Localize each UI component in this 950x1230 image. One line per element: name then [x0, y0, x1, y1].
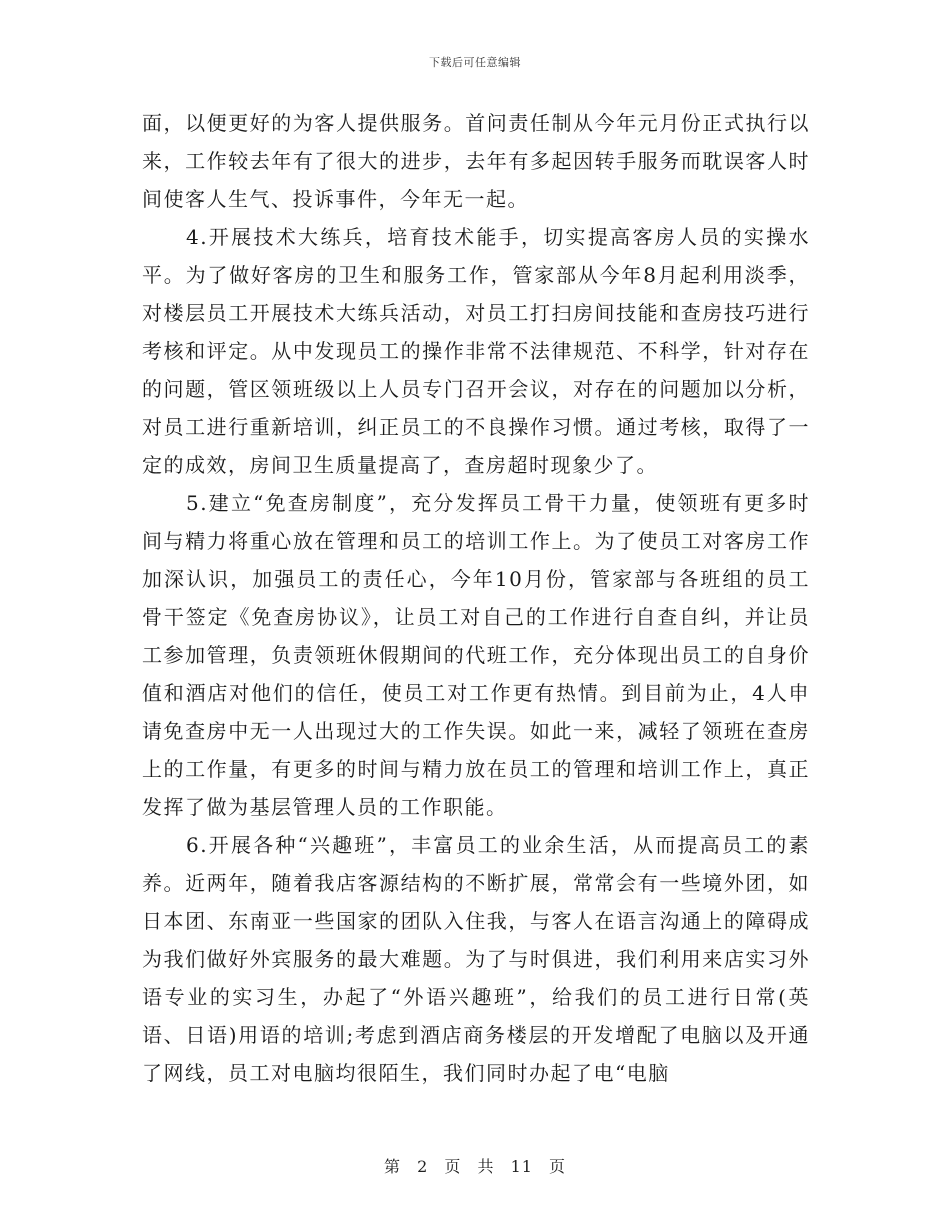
- paragraph-item-4: 4.开展技术大练兵，培育技术能手，切实提高客房人员的实操水平。为了做好客房的卫生和服务工作，管家部从今年8月起利用淡季，对楼层员工开展技术大练兵活动，对员工打扫房间技能和查房技巧进行考核和评定。从中发现员工的操作非常不法律规范、不科学，针对存在的问题，管区领班级以上人员专门召开会议，对存在的问题加以分析，对员工进行重新培训，纠正员工的不良操作习惯。通过考核，取得了一定的成效，房间卫生质量提高了，查房超时现象少了。: [142, 225, 810, 477]
- paragraph-item-5: 5.建立“免查房制度”，充分发挥员工骨干力量，使领班有更多时间与精力将重心放在管理和员工的培训工作上。为了使员工对客房工作加深认识，加强员工的责任心，今年10月份，管家部与各班组的员工骨干签定《免查房协议》，让员工对自己的工作进行自查自纠，并让员工参加管理，负责领班休假期间的代班工作，充分体现出员工的自身价值和酒店对他们的信任，使员工对工作更有热情。到目前为止，4人申请免查房中无一人出现过大的工作失误。如此一来，减轻了领班在查房上的工作量，有更多的时间与精力放在员工的管理和培训工作上，真正发挥了做为基层管理人员的工作职能。: [142, 491, 810, 819]
- paragraph-item-6: 6.开展各种“兴趣班”，丰富员工的业余生活，从而提高员工的素养。近两年，随着我店客源结构的不断扩展，常常会有一些境外团，如日本团、东南亚一些国家的团队入住我，与客人在语言沟通上的障碍成为我们做好外宾服务的最大难题。为了与时俱进，我们利用来店实习外语专业的实习生，办起了“外语兴趣班”，给我们的员工进行日常(英语、日语)用语的培训;考虑到酒店商务楼层的开发增配了电脑以及开通了网线，员工对电脑均很陌生，我们同时办起了电“电脑: [142, 833, 810, 1085]
- page-footer: [0, 1154, 950, 1177]
- document-body: [142, 104, 810, 1092]
- footer-current-page: 2: [417, 1157, 429, 1176]
- footer-prefix: 第: [383, 1157, 401, 1176]
- paragraph-continuation: 面，以便更好的为客人提供服务。首问责任制从今年元月份正式执行以来，工作较去年有了很大的进步，去年有多起因转手服务而耽误客人时间使客人生气、投诉事件，今年无一起。: [142, 111, 810, 211]
- footer-total-word: 共: [477, 1157, 495, 1176]
- footer-suffix: 页: [549, 1157, 567, 1176]
- footer-page-word: 页: [444, 1157, 462, 1176]
- footer-total-pages: 11: [510, 1157, 533, 1176]
- page-header-note: 下载后可任意编辑: [429, 56, 521, 69]
